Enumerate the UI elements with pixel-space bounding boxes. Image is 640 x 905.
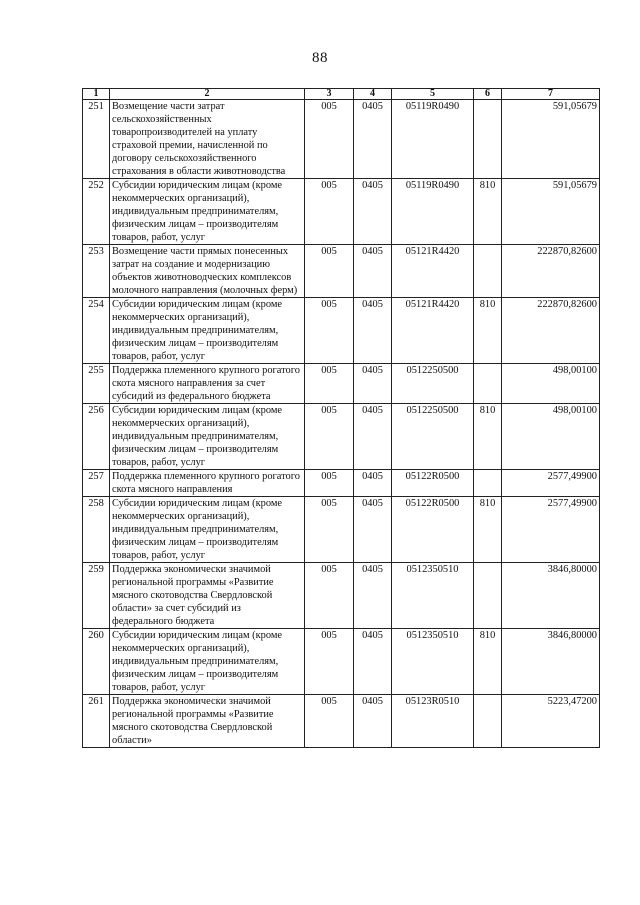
row-code-3: 005: [305, 470, 354, 497]
row-code-5: 05121R4420: [392, 298, 474, 364]
row-code-4: 0405: [354, 100, 392, 179]
row-amount: 3846,80000: [502, 629, 600, 695]
row-description: Субсидии юридическим лицам (кроме некоммерческих организаций), индивидуальным предпринимателям, физическим лицам – производителям товаров, работ, услуг: [110, 497, 305, 563]
table-row: [83, 298, 600, 364]
row-description: Поддержка племенного крупного рогатого скота мясного направления: [110, 470, 305, 497]
row-amount: 591,05679: [502, 179, 600, 245]
row-code-4: 0405: [354, 298, 392, 364]
column-header: 5: [392, 89, 474, 100]
row-code-4: 0405: [354, 563, 392, 629]
row-code-6: 810: [474, 629, 502, 695]
row-code-3: 005: [305, 695, 354, 748]
row-description: Субсидии юридическим лицам (кроме некоммерческих организаций), индивидуальным предпринимателям, физическим лицам – производителям товаров, работ, услуг: [110, 404, 305, 470]
column-header: 3: [305, 89, 354, 100]
row-number: 251: [83, 100, 110, 179]
row-number: 260: [83, 629, 110, 695]
row-code-3: 005: [305, 245, 354, 298]
page-number: 88: [312, 50, 328, 66]
row-code-3: 005: [305, 629, 354, 695]
row-description: Субсидии юридическим лицам (кроме некоммерческих организаций), индивидуальным предпринимателям, физическим лицам – производителям товаров, работ, услуг: [110, 179, 305, 245]
table-row: [83, 179, 600, 245]
row-code-3: 005: [305, 100, 354, 179]
row-amount: 222870,82600: [502, 245, 600, 298]
row-code-6: 810: [474, 497, 502, 563]
row-number: 259: [83, 563, 110, 629]
table-row: [83, 470, 600, 497]
row-code-3: 005: [305, 364, 354, 404]
row-description: Субсидии юридическим лицам (кроме некоммерческих организаций), индивидуальным предпринимателям, физическим лицам – производителям товаров, работ, услуг: [110, 629, 305, 695]
row-code-6: 810: [474, 179, 502, 245]
row-code-4: 0405: [354, 470, 392, 497]
column-header: 4: [354, 89, 392, 100]
row-code-4: 0405: [354, 404, 392, 470]
column-header: 6: [474, 89, 502, 100]
table-row: [83, 404, 600, 470]
row-amount: 5223,47200: [502, 695, 600, 748]
table-row: [83, 245, 600, 298]
row-number: 261: [83, 695, 110, 748]
row-amount: 498,00100: [502, 364, 600, 404]
row-code-4: 0405: [354, 364, 392, 404]
row-amount: 498,00100: [502, 404, 600, 470]
row-code-4: 0405: [354, 497, 392, 563]
row-code-3: 005: [305, 497, 354, 563]
row-amount: 2577,49900: [502, 497, 600, 563]
row-code-4: 0405: [354, 695, 392, 748]
table-header-row: [83, 89, 600, 100]
row-code-4: 0405: [354, 629, 392, 695]
row-code-6: [474, 470, 502, 497]
row-code-5: 05122R0500: [392, 470, 474, 497]
table-row: [83, 563, 600, 629]
row-number: 254: [83, 298, 110, 364]
row-code-6: 810: [474, 298, 502, 364]
row-amount: 222870,82600: [502, 298, 600, 364]
row-number: 255: [83, 364, 110, 404]
column-header: 2: [110, 89, 305, 100]
table-row: [83, 100, 600, 179]
row-code-4: 0405: [354, 245, 392, 298]
table-row: [83, 364, 600, 404]
row-code-6: [474, 245, 502, 298]
row-number: 257: [83, 470, 110, 497]
row-description: Поддержка экономически значимой региональной программы «Развитие мясного скотоводства Свердловской области»: [110, 695, 305, 748]
row-number: 252: [83, 179, 110, 245]
table-row: [83, 629, 600, 695]
row-amount: 591,05679: [502, 100, 600, 179]
row-description: Возмещение части затрат сельскохозяйственных товаропроизводителей на уплату страховой премии, начисленной по договору сельскохозяйственного страхования в области животноводства: [110, 100, 305, 179]
row-code-5: 0512250500: [392, 404, 474, 470]
row-code-5: 05119R0490: [392, 179, 474, 245]
row-code-3: 005: [305, 404, 354, 470]
row-code-6: [474, 563, 502, 629]
row-code-5: 0512350510: [392, 563, 474, 629]
row-code-6: [474, 100, 502, 179]
column-header: 1: [83, 89, 110, 100]
row-code-3: 005: [305, 298, 354, 364]
row-number: 253: [83, 245, 110, 298]
row-code-5: 0512250500: [392, 364, 474, 404]
row-description: Поддержка экономически значимой региональной программы «Развитие мясного скотоводства Свердловской области» за счет субсидий из федерального бюджета: [110, 563, 305, 629]
table-row: [83, 497, 600, 563]
row-number: 256: [83, 404, 110, 470]
row-code-5: 05122R0500: [392, 497, 474, 563]
row-number: 258: [83, 497, 110, 563]
row-description: Возмещение части прямых понесенных затрат на создание и модернизацию объектов животноводческих комплексов молочного направления (молочных ферм): [110, 245, 305, 298]
row-code-6: [474, 364, 502, 404]
row-description: Субсидии юридическим лицам (кроме некоммерческих организаций), индивидуальным предпринимателям, физическим лицам – производителям товаров, работ, услуг: [110, 298, 305, 364]
row-code-6: [474, 695, 502, 748]
table-row: [83, 695, 600, 748]
row-amount: 3846,80000: [502, 563, 600, 629]
row-code-3: 005: [305, 563, 354, 629]
row-code-6: 810: [474, 404, 502, 470]
budget-table: [82, 88, 600, 748]
row-code-4: 0405: [354, 179, 392, 245]
row-code-5: 0512350510: [392, 629, 474, 695]
row-code-5: 05121R4420: [392, 245, 474, 298]
row-code-3: 005: [305, 179, 354, 245]
column-header: 7: [502, 89, 600, 100]
row-amount: 2577,49900: [502, 470, 600, 497]
row-description: Поддержка племенного крупного рогатого скота мясного направления за счет субсидий из федерального бюджета: [110, 364, 305, 404]
row-code-5: 05123R0510: [392, 695, 474, 748]
row-code-5: 05119R0490: [392, 100, 474, 179]
